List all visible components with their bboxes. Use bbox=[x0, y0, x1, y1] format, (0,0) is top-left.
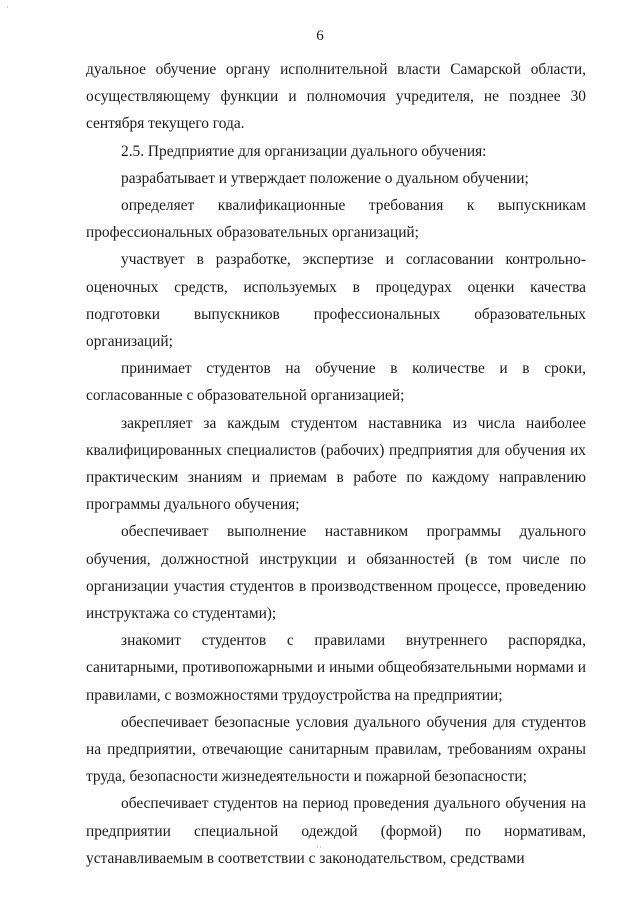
list-item-qualification: определяет квалификационные требования к выпускникам профессиональных образовательных организаций; bbox=[86, 197, 586, 242]
scan-speck: ·· bbox=[316, 842, 322, 852]
section-heading-2-5: 2.5. Предприятие для организации дуального обучения: bbox=[121, 142, 487, 160]
list-item-admission: принимает студентов на обучение в количестве и в сроки, согласованные с образовательной организацией; bbox=[86, 360, 586, 405]
document-body bbox=[86, 56, 586, 872]
list-item-safe-conditions: обеспечивает безопасные условия дуального обучения для студентов на предприятии, отвечающие санитарным правилам, требованиям охраны труда, безопасности жизнедеятельности и пожарной безопасности; bbox=[86, 713, 586, 786]
page-number: 6 bbox=[316, 28, 324, 44]
list-item-regulation: разрабатывает и утверждает положение о дуальном обучении; bbox=[121, 169, 529, 187]
paragraph-continuation: дуальное обучение органу исполнительной власти Самарской области, осуществляющему функции и полномочия учредителя, не позднее 30 сентября текущего года. bbox=[86, 61, 586, 133]
scan-speck: · bbox=[6, 2, 9, 12]
list-item-special-clothing: обеспечивает студентов на период проведения дуального обучения на предприятии специальной одеждой (формой) по нормативам, устанавливаемым в соответствии с законодательством, средствами bbox=[86, 795, 586, 867]
list-item-assessment: участвует в разработке, экспертизе и согласовании контрольно-оценочных средств, используемых в процедурах оценки качества подготовки выпускников профессиональных образовательных организаций; bbox=[86, 251, 586, 351]
list-item-rules-familiarization: знакомит студентов с правилами внутреннего распорядка, санитарными, противопожарными и иными общеобязательными нормами и правилами, с возможностями трудоустройства на предприятии; bbox=[86, 632, 586, 704]
list-item-program-execution: обеспечивает выполнение наставником программы дуального обучения, должностной инструкции и обязанностей (в том числе по организации участия студентов в производственном процессе, проведению инструктажа со студентами); bbox=[86, 523, 586, 623]
list-item-mentor: закрепляет за каждым студентом наставника из числа наиболее квалифицированных специалистов (рабочих) предприятия для обучения их практическим знаниям и приемам в работе по каждому направлению программы дуального обучения; bbox=[86, 414, 586, 514]
